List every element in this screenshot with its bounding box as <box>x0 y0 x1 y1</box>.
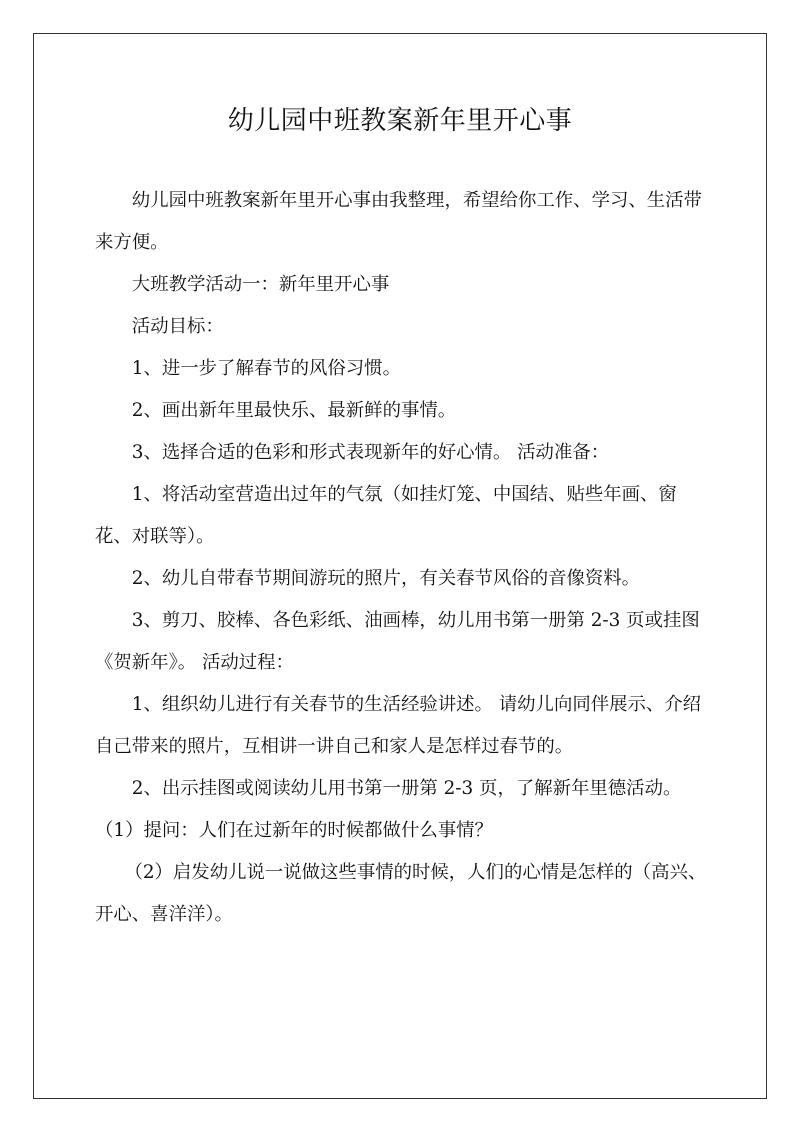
prep-item-3: 3、剪刀、胶棒、各色彩纸、油画棒，幼儿用书第一册第 2-3 页或挂图《贺新年》。 活动过程： <box>95 610 700 673</box>
document-body <box>95 180 707 936</box>
activity-heading: 大班教学活动一：新年里开心事 <box>131 274 390 295</box>
process-subitem-2: （2）启发幼儿说一说做这些事情的时候，人们的心情是怎样的（高兴、开心、喜洋洋）。 <box>95 862 707 925</box>
goals-heading: 活动目标： <box>131 316 224 337</box>
process-item-1: 1、组织幼儿进行有关春节的生活经验讲述。 请幼儿向同伴展示、介绍自己带来的照片，互相讲一讲自己和家人是怎样过春节的。 <box>95 694 702 757</box>
goal-item-3: 3、选择合适的色彩和形式表现新年的好心情。 活动准备： <box>131 442 610 463</box>
prep-item-2: 2、幼儿自带春节期间游玩的照片，有关春节风俗的音像资料。 <box>131 568 641 589</box>
prep-item-1: 1、将活动室营造出过年的气氛（如挂灯笼、中国结、贴些年画、窗花、对联等）。 <box>95 484 677 547</box>
process-item-2: 2、出示挂图或阅读幼儿用书第一册第 2-3 页，了解新年里德活动。 （1）提问：人们在过新年的时候都做什么事情？ <box>95 778 682 841</box>
goal-item-2: 2、画出新年里最快乐、最新鲜的事情。 <box>131 400 457 421</box>
intro-paragraph: 幼儿园中班教案新年里开心事由我整理，希望给你工作、学习、生活带来方便。 <box>95 190 702 253</box>
document-title: 幼儿园中班教案新年里开心事 <box>227 106 573 136</box>
goal-item-1: 1、进一步了解春节的风俗习惯。 <box>131 358 401 379</box>
